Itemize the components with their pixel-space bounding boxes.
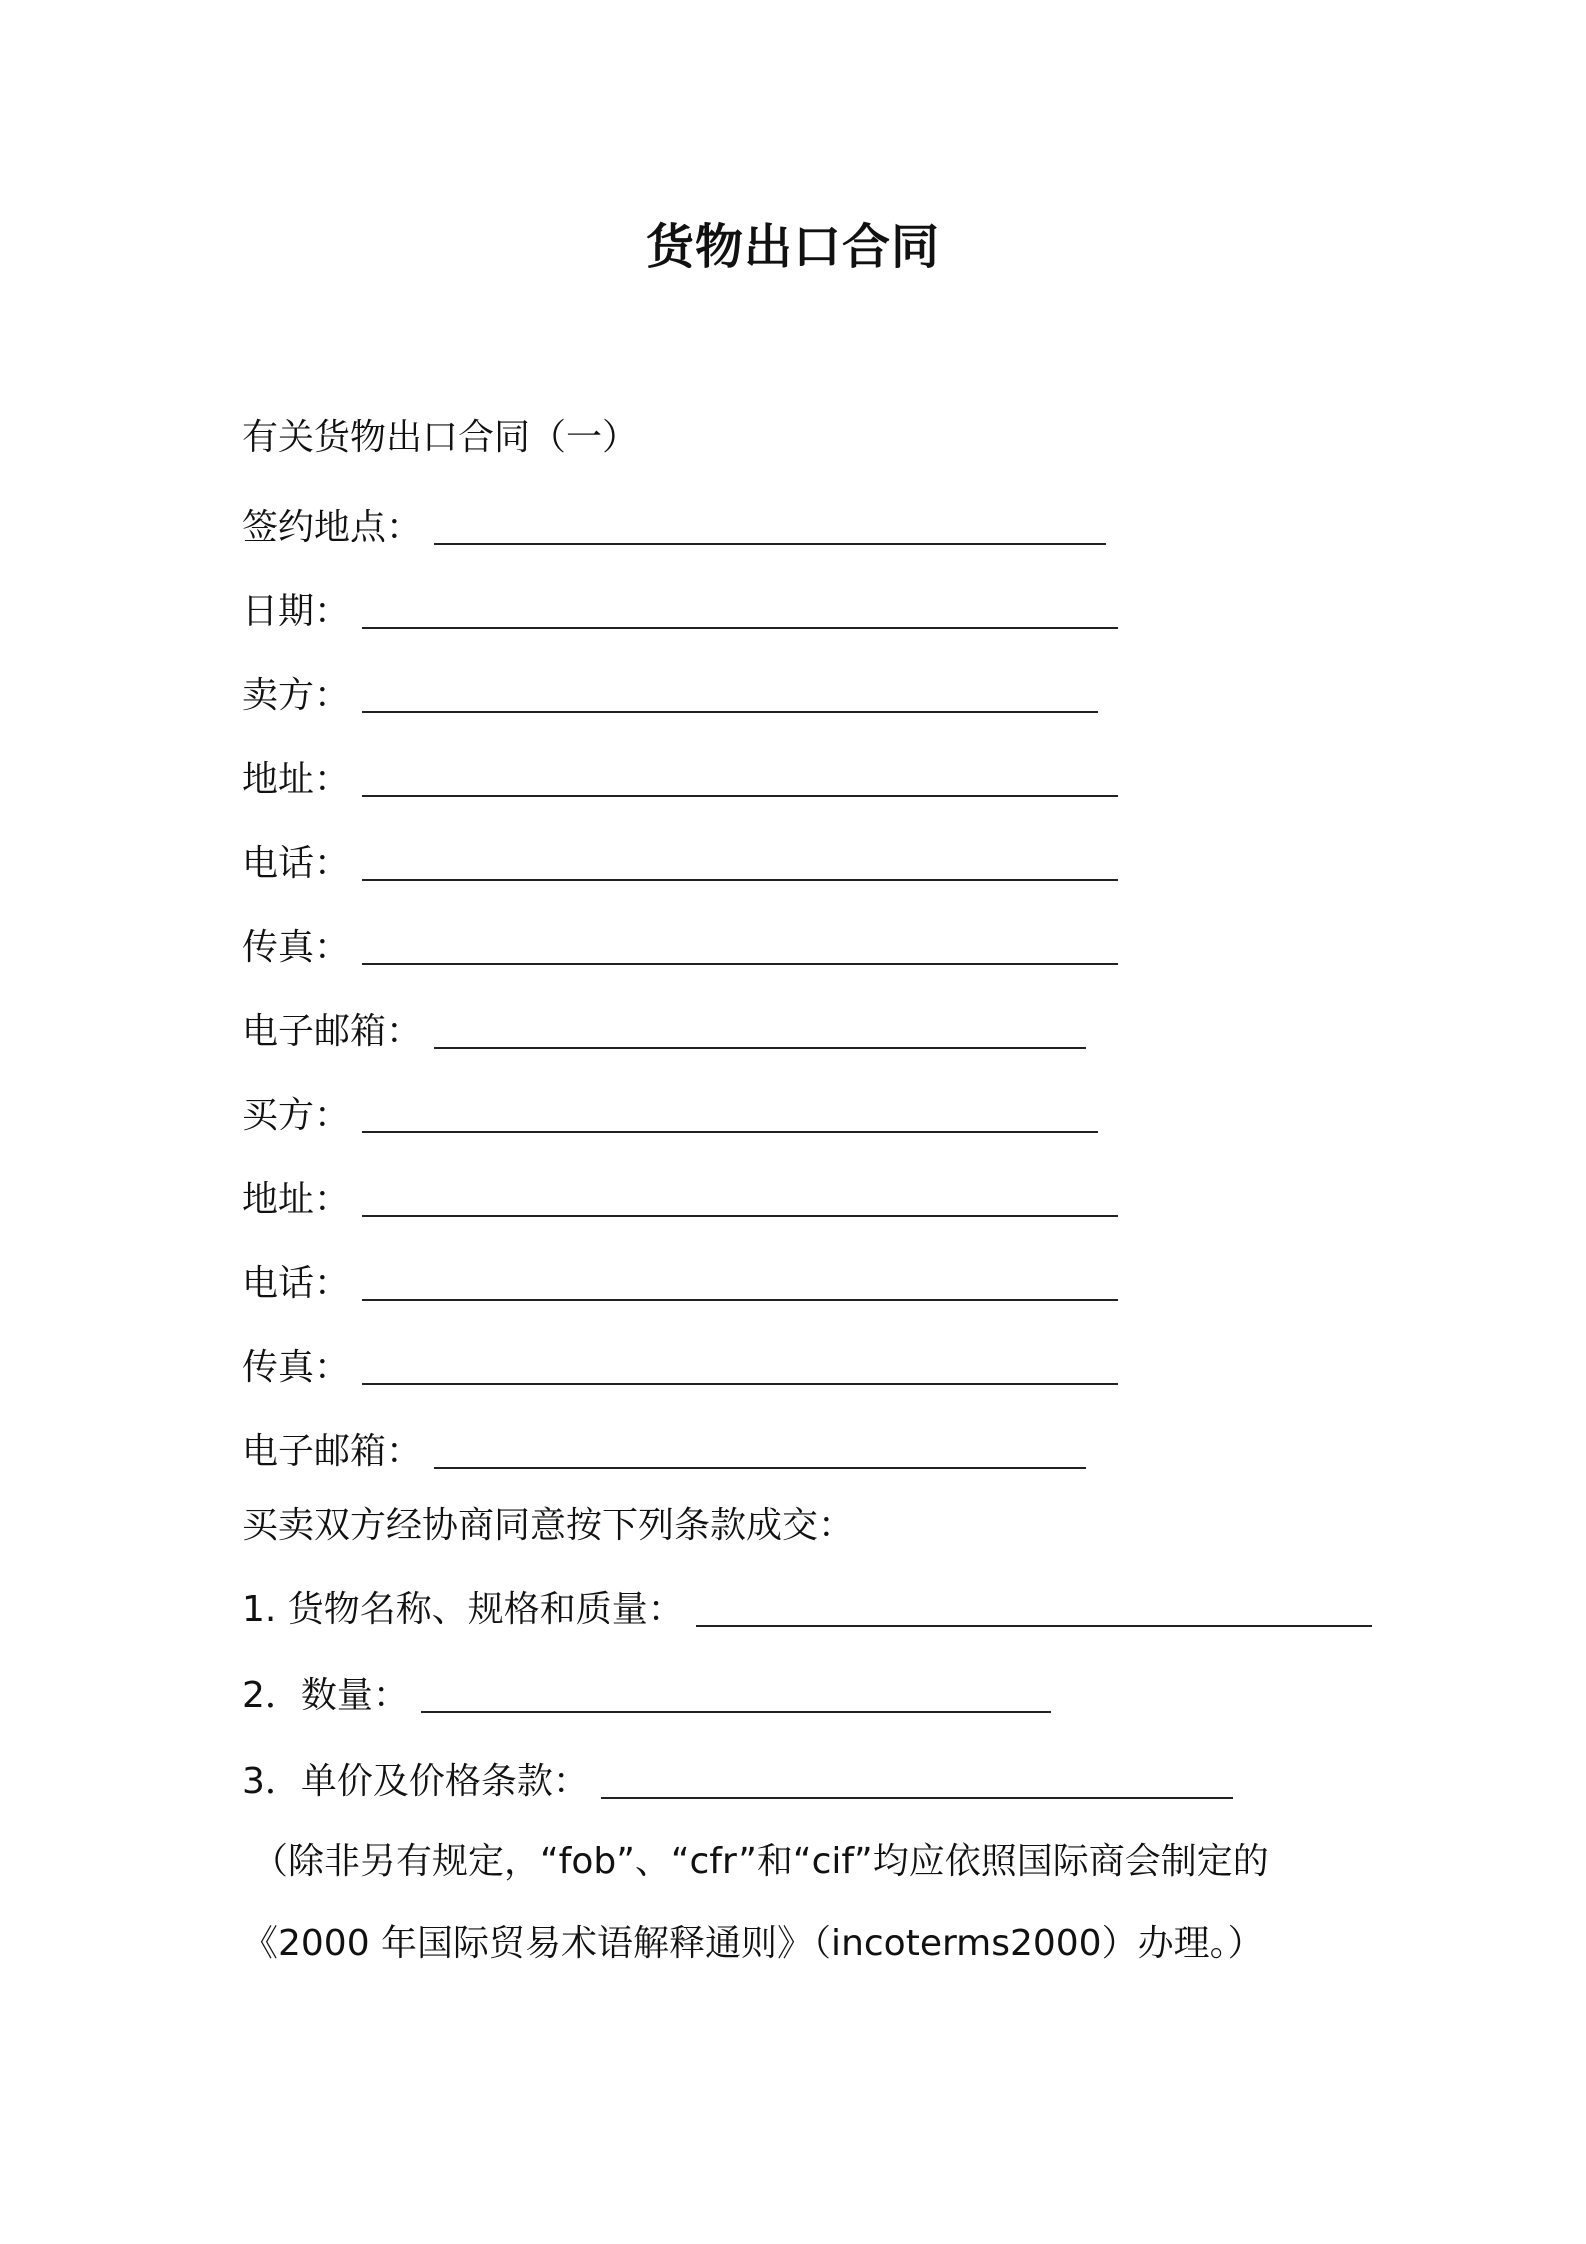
- clause-label: 3．单价及价格条款：: [242, 1761, 589, 1802]
- field-label: 买方：: [242, 1095, 351, 1136]
- field-label: 传真：: [242, 927, 351, 968]
- field-seller-address: [242, 754, 1118, 806]
- field-buyer-fax: [242, 1342, 1118, 1394]
- field-label: 卖方：: [242, 675, 351, 716]
- fill-in-blank[interactable]: [696, 1621, 1372, 1627]
- field-label: 电子邮箱：: [242, 1431, 423, 1472]
- field-seller-email: [242, 1006, 1086, 1058]
- fill-in-blank[interactable]: [362, 791, 1118, 797]
- field-label: 电话：: [242, 843, 351, 884]
- field-label: 地址：: [242, 1179, 351, 1220]
- field-date: [242, 586, 1118, 638]
- field-label: 电子邮箱：: [242, 1011, 423, 1052]
- incoterms-note-line-2: 《2000 年国际贸易术语解释通则》（incoterms2000）办理。）: [242, 1923, 1264, 1964]
- fill-in-blank[interactable]: [362, 1127, 1098, 1133]
- field-seller-fax: [242, 922, 1118, 974]
- field-seller-phone: [242, 838, 1118, 890]
- field-label: 签约地点：: [242, 507, 423, 548]
- field-label: 传真：: [242, 1347, 351, 1388]
- fill-in-blank[interactable]: [434, 539, 1106, 545]
- field-label: 地址：: [242, 759, 351, 800]
- field-buyer-email: [242, 1426, 1086, 1478]
- fill-in-blank[interactable]: [362, 1379, 1118, 1385]
- field-signing-place: [242, 502, 1106, 554]
- field-buyer-address: [242, 1174, 1118, 1226]
- incoterms-note-line-1: （除非另有规定，“fob”、“cfr”和“cif”均应依照国际商会制定的: [252, 1841, 1269, 1882]
- fill-in-blank[interactable]: [362, 1211, 1118, 1217]
- field-label: 日期：: [242, 591, 351, 632]
- field-seller: [242, 670, 1098, 722]
- clause-unit-price: [242, 1756, 1233, 1808]
- clause-goods-description: [242, 1584, 1372, 1636]
- fill-in-blank[interactable]: [362, 1295, 1118, 1301]
- fill-in-blank[interactable]: [434, 1043, 1086, 1049]
- document-title: 货物出口合同: [645, 219, 940, 275]
- fill-in-blank[interactable]: [362, 959, 1118, 965]
- clause-quantity: [242, 1670, 1051, 1722]
- agreement-intro: 买卖双方经协商同意按下列条款成交：: [242, 1505, 855, 1546]
- fill-in-blank[interactable]: [362, 707, 1098, 713]
- field-buyer: [242, 1090, 1098, 1142]
- clause-label: 1. 货物名称、规格和质量：: [242, 1589, 684, 1630]
- contract-subtitle: 有关货物出口合同（一）: [242, 417, 639, 458]
- field-label: 电话：: [242, 1263, 351, 1304]
- fill-in-blank[interactable]: [362, 875, 1118, 881]
- field-buyer-phone: [242, 1258, 1118, 1310]
- fill-in-blank[interactable]: [434, 1463, 1086, 1469]
- fill-in-blank[interactable]: [601, 1793, 1233, 1799]
- fill-in-blank[interactable]: [421, 1707, 1051, 1713]
- clause-label: 2．数量：: [242, 1675, 409, 1716]
- fill-in-blank[interactable]: [362, 623, 1118, 629]
